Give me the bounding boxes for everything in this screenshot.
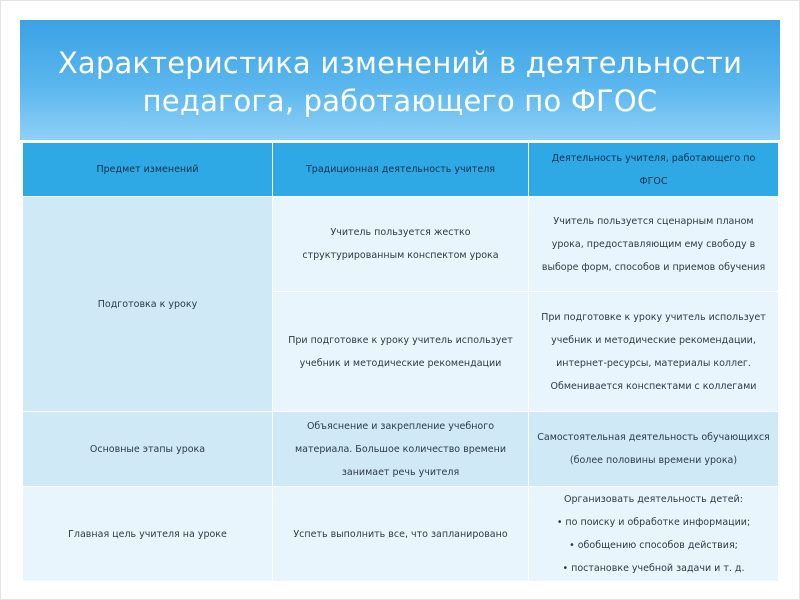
table-row [23,197,779,292]
fgos-goal-list [537,511,770,580]
list-item: • по поиску и обработке информации; [556,517,751,528]
header-traditional: Традиционная деятельность учителя [273,143,529,197]
cell-traditional-preparation-1: Учитель пользуется жестко структурированным конспектом урока [273,197,529,292]
row-subject-lesson-stages: Основные этапы урока [23,412,273,487]
comparison-table-container [22,142,778,582]
table-row [23,412,779,487]
table-row [23,487,779,582]
cell-fgos-lesson-stages: Самостоятельная деятельность обучающихся (более половины времени урока) [529,412,779,487]
comparison-table [22,142,779,582]
cell-fgos-preparation-1: Учитель пользуется сценарным планом урока, предоставляющим ему свободу в выборе форм, способов и приемов обучения [529,197,779,292]
header-fgos: Деятельность учителя, работающего по ФГОС [529,143,779,197]
slide-title: Характеристика изменений в деятельности педагога, работающего по ФГОС [57,46,743,118]
list-item: • постановке учебной задачи и т. д. [562,563,745,574]
cell-fgos-preparation-2: При подготовке к уроку учитель использует учебник и методические рекомендации, интернет-ресурсы, материалы коллег. Обменивается конспектами с коллегами [529,292,779,412]
cell-traditional-main-goal: Успеть выполнить все, что запланировано [273,487,529,582]
cell-traditional-lesson-stages: Объяснение и закрепление учебного материала. Большое количество времени занимает речь учителя [273,412,529,487]
header-subject: Предмет изменений [23,143,273,197]
cell-fgos-main-goal [529,487,779,582]
fgos-goal-intro: Организовать деятельность детей: [564,494,743,505]
row-subject-preparation: Подготовка к уроку [23,197,273,412]
list-item: • обобщению способов действия; [569,540,738,551]
cell-traditional-preparation-2: При подготовке к уроку учитель использует учебник и методические рекомендации [273,292,529,412]
row-subject-main-goal: Главная цель учителя на уроке [23,487,273,582]
table-header-row [23,143,779,197]
